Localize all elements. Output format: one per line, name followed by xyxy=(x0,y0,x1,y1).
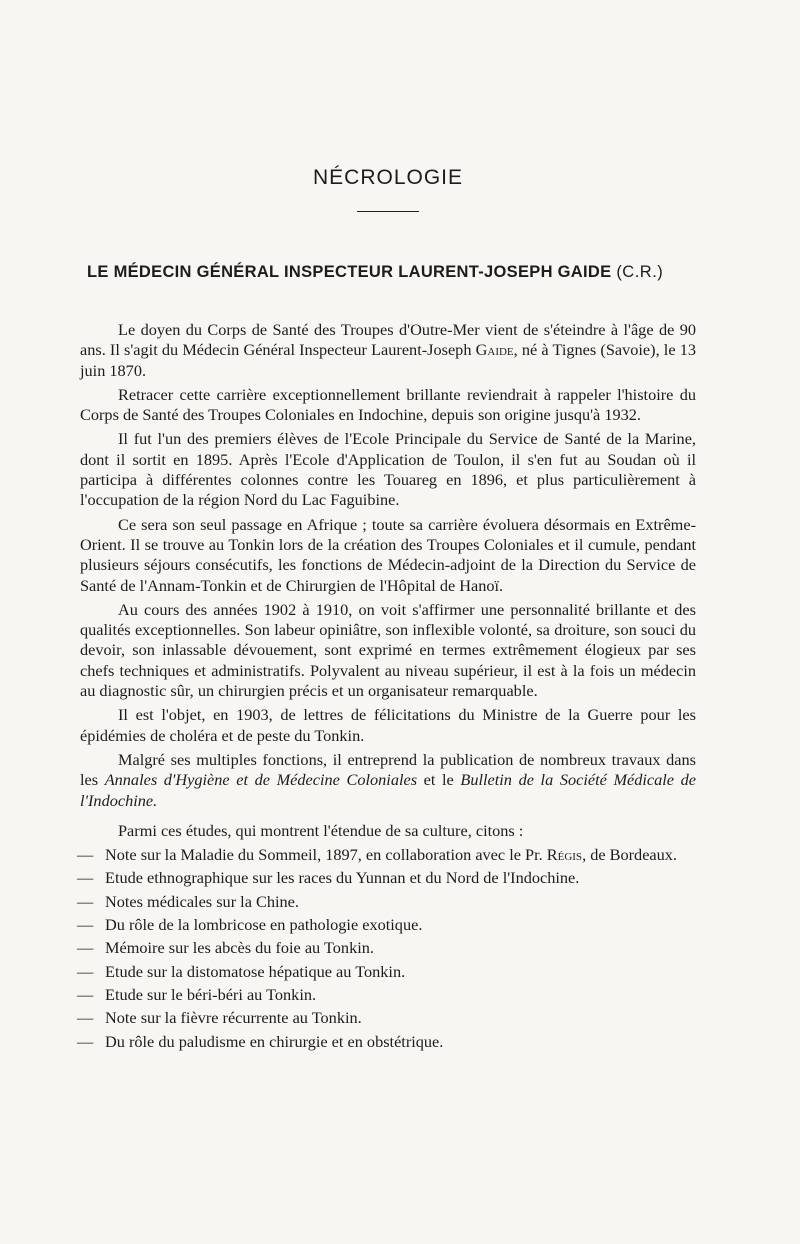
person-name: Régis xyxy=(546,845,583,865)
paragraph-7: Malgré ses multiples fonctions, il entreprend la publication de nombreux travaux dans les Annales d'Hygiène et de Médecine Coloniales et le Bulletin de la Société Médicale de l'Indochine. xyxy=(80,749,697,810)
page-title: NÉCROLOGIE xyxy=(312,166,464,189)
paragraph-6: Il est l'objet, en 1903, de lettres de félicitations du Ministre de la Guerre pour les épidémies de choléra et de peste du Tonkin. xyxy=(80,705,696,745)
list-item: — Etude sur la distomatose hépatique au Tonkin. xyxy=(77,961,406,981)
dash-bullet: — xyxy=(77,868,94,888)
article-heading-main: LE MÉDECIN GÉNÉRAL INSPECTEUR LAURENT-JOSEPH GAIDE xyxy=(87,263,612,281)
list-item: — Mémoire sur les abcès du foie au Tonkin. xyxy=(77,938,374,958)
paragraph-3: Il fut l'un des premiers élèves de l'Ecole Principale du Service de Santé de la Marine, dont il sortit en 1895. Après l'Ecole d'Application de Toulon, il s'en fut au Soudan où il participa à différentes colonnes contre les Touareg en 1896, et plus particulièrement à l'occupation de la région Nord du Lac Faguibine. xyxy=(80,429,696,510)
list-item: — Du rôle de la lombricose en pathologie exotique. xyxy=(77,915,423,935)
publication-title: Annales d'Hygiène et de Médecine Coloniales xyxy=(104,770,418,790)
dash-bullet: — xyxy=(77,938,94,958)
list-item: — Du rôle du paludisme en chirurgie et en obstétrique. xyxy=(77,1031,444,1051)
dash-bullet: — xyxy=(77,845,94,865)
dash-bullet: — xyxy=(77,915,94,935)
dash-bullet: — xyxy=(77,1008,94,1028)
article-heading-suffix: (C.R.) xyxy=(616,263,664,281)
dash-bullet: — xyxy=(77,891,94,911)
list-item: — Notes médicales sur la Chine. xyxy=(77,891,299,911)
dash-bullet: — xyxy=(77,961,94,981)
title-divider xyxy=(357,211,419,212)
list-item: — Etude sur le béri-béri au Tonkin. xyxy=(77,984,317,1004)
article-body xyxy=(77,320,697,1052)
list-item: — Note sur la Maladie du Sommeil, 1897, en collaboration avec le Pr. Régis, de Bordeaux. xyxy=(77,845,678,865)
list-item: — Etude ethnographique sur les races du Yunnan et du Nord de l'Indochine. xyxy=(77,868,580,888)
person-name: Gaide xyxy=(475,340,514,360)
paragraph-8: Parmi ces études, qui montrent l'étendue de sa culture, citons : xyxy=(118,820,524,840)
paragraph-1: Le doyen du Corps de Santé des Troupes d'Outre-Mer vient de s'éteindre à l'âge de 90 ans. Il s'agit du Médecin Général Inspecteur Laurent-Joseph Gaide, né à Tignes (Savoie), le 13 juin 1870. xyxy=(80,320,696,380)
dash-bullet: — xyxy=(77,1031,94,1051)
dash-bullet: — xyxy=(77,984,94,1004)
list-item: — Note sur la fièvre récurrente au Tonkin. xyxy=(77,1008,362,1028)
paragraph-5: Au cours des années 1902 à 1910, on voit s'affirmer une personnalité brillante et des qualités exceptionnelles. Son labeur opiniâtre, son inflexible volonté, sa droiture, son souci du devoir, son inlassable dévouement, sont exprimé en termes extrêmement élogieux par ses chefs techniques et administratifs. Polyvalent au niveau supérieur, il est à la fois un médecin au diagnostic sûr, un chirurgien précis et un organisateur remarquable. xyxy=(80,599,696,701)
paragraph-2: Retracer cette carrière exceptionnellement brillante reviendrait à rappeler l'histoire du Corps de Santé des Troupes Coloniales en Indochine, depuis son origine jusqu'à 1932. xyxy=(80,384,696,425)
publications-list xyxy=(77,845,696,1052)
article-heading xyxy=(87,263,707,282)
paragraph-4: Ce sera son seul passage en Afrique ; toute sa carrière évoluera désormais en Extrême-Orient. Il se trouve au Tonkin lors de la création des Troupes Coloniales et il cumule, pendant plusieurs séjours consécutifs, les fonctions de Médecin-adjoint de la Direction du Service de Santé de l'Annam-Tonkin et de Chirurgien de l'Hôpital de Hanoï. xyxy=(80,514,696,595)
publication-title: Bulletin de la Société Médicale de l'Indochine. xyxy=(80,770,697,810)
